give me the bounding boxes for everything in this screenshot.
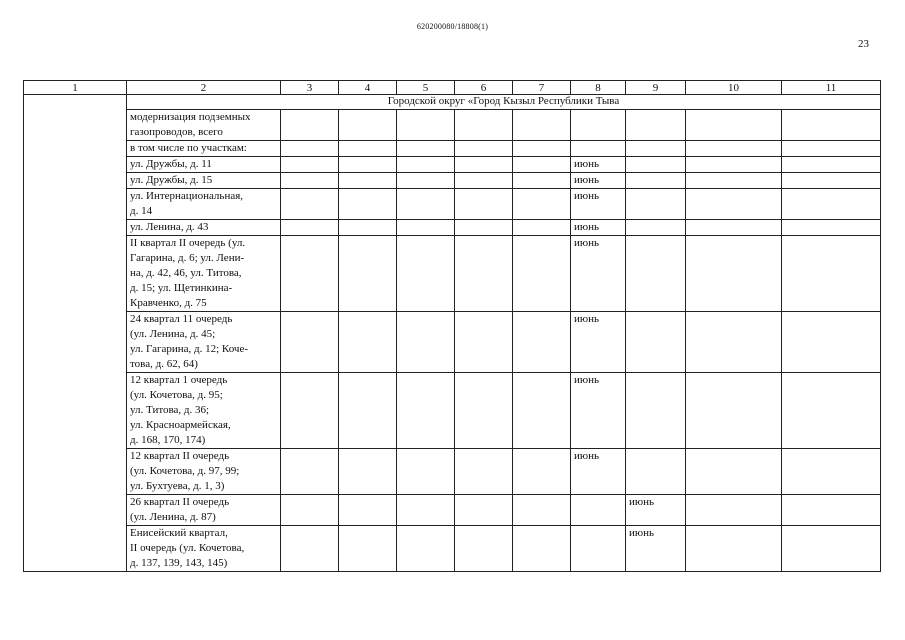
empty-cell <box>455 189 513 220</box>
empty-cell <box>513 495 571 526</box>
empty-cell <box>281 141 339 157</box>
empty-cell <box>782 141 881 157</box>
empty-cell <box>281 157 339 173</box>
table-row <box>24 526 881 572</box>
empty-cell <box>513 526 571 572</box>
empty-cell <box>339 173 397 189</box>
column-header: 9 <box>626 81 686 95</box>
section-description <box>127 157 281 173</box>
col9-value <box>626 173 686 189</box>
description-line: ул. Дружбы, д. 11 <box>130 158 212 170</box>
empty-cell <box>782 449 881 495</box>
empty-cell <box>281 236 339 312</box>
description-line: д. 137, 139, 143, 145) <box>130 557 228 569</box>
column-1-cell <box>24 95 127 572</box>
empty-cell <box>397 449 455 495</box>
empty-cell <box>513 312 571 373</box>
empty-cell <box>339 526 397 572</box>
empty-cell <box>455 373 513 449</box>
empty-cell <box>397 141 455 157</box>
empty-cell <box>455 526 513 572</box>
description-line: ул. Титова, д. 36; <box>130 404 210 416</box>
empty-cell <box>686 449 782 495</box>
description-line: модернизация подземных <box>130 111 251 123</box>
table-row <box>24 449 881 495</box>
empty-cell <box>339 157 397 173</box>
empty-cell <box>782 526 881 572</box>
col9-value <box>626 312 686 373</box>
table-row <box>24 110 881 141</box>
description-line: газопроводов, всего <box>130 126 223 138</box>
col8-value: июнь <box>571 312 626 373</box>
col9-value <box>626 373 686 449</box>
description-line: д. 168, 170, 174) <box>130 434 206 446</box>
col8-value: июнь <box>571 173 626 189</box>
empty-cell <box>397 236 455 312</box>
region-row <box>24 95 881 110</box>
document-id: 620200080/18808(1) <box>416 22 489 31</box>
description-line: 24 квартал 11 очередь <box>130 313 233 325</box>
column-header: 7 <box>513 81 571 95</box>
description-line: (ул. Кочетова, д. 97, 99; <box>130 465 240 477</box>
section-description <box>127 495 281 526</box>
empty-cell <box>455 312 513 373</box>
empty-cell <box>397 189 455 220</box>
description-line: д. 15; ул. Щетинкина- <box>130 282 233 294</box>
empty-cell <box>782 312 881 373</box>
col9-value: июнь <box>626 526 686 572</box>
empty-cell <box>513 189 571 220</box>
header-row <box>24 81 881 95</box>
empty-cell <box>686 236 782 312</box>
empty-cell <box>339 189 397 220</box>
empty-cell <box>339 110 397 141</box>
col9-value <box>626 220 686 236</box>
empty-cell <box>686 173 782 189</box>
section-description <box>127 236 281 312</box>
section-description <box>127 189 281 220</box>
description-line: ул. Гагарина, д. 12; Коче- <box>130 343 249 355</box>
section-description <box>127 312 281 373</box>
empty-cell <box>782 373 881 449</box>
empty-cell <box>339 220 397 236</box>
col8-value <box>571 110 626 141</box>
col8-value <box>571 141 626 157</box>
col9-value: июнь <box>626 495 686 526</box>
table-row <box>24 173 881 189</box>
table-row <box>24 373 881 449</box>
table-row <box>24 312 881 373</box>
column-header: 8 <box>571 81 626 95</box>
section-description <box>127 141 281 157</box>
col8-value <box>571 495 626 526</box>
empty-cell <box>513 449 571 495</box>
empty-cell <box>782 110 881 141</box>
section-description <box>127 220 281 236</box>
description-line: 12 квартал II очередь <box>130 450 230 462</box>
empty-cell <box>397 312 455 373</box>
empty-cell <box>397 110 455 141</box>
col8-value <box>571 526 626 572</box>
empty-cell <box>513 220 571 236</box>
column-header: 2 <box>127 81 281 95</box>
schedule-table <box>23 80 881 572</box>
empty-cell <box>339 495 397 526</box>
empty-cell <box>782 220 881 236</box>
col8-value: июнь <box>571 157 626 173</box>
description-line: ул. Красноармейская, <box>130 419 231 431</box>
page-number: 23 <box>858 38 869 50</box>
column-header: 11 <box>782 81 881 95</box>
empty-cell <box>281 220 339 236</box>
empty-cell <box>397 220 455 236</box>
description-line: (ул. Ленина, д. 45; <box>130 328 216 340</box>
empty-cell <box>339 141 397 157</box>
col8-value: июнь <box>571 373 626 449</box>
empty-cell <box>455 110 513 141</box>
column-header: 1 <box>24 81 127 95</box>
description-line: ул. Интернациональная, <box>130 190 244 202</box>
col9-value <box>626 236 686 312</box>
column-header: 4 <box>339 81 397 95</box>
empty-cell <box>686 312 782 373</box>
empty-cell <box>397 157 455 173</box>
empty-cell <box>782 173 881 189</box>
empty-cell <box>455 157 513 173</box>
description-line: това, д. 62, 64) <box>130 358 198 370</box>
empty-cell <box>686 373 782 449</box>
col8-value: июнь <box>571 220 626 236</box>
description-line: Гагарина, д. 6; ул. Лени- <box>130 252 245 264</box>
description-line: 26 квартал II очередь <box>130 496 230 508</box>
empty-cell <box>339 373 397 449</box>
description-line: (ул. Кочетова, д. 95; <box>130 389 223 401</box>
empty-cell <box>455 220 513 236</box>
empty-cell <box>686 220 782 236</box>
description-line: ул. Ленина, д. 43 <box>130 221 209 233</box>
col9-value <box>626 449 686 495</box>
empty-cell <box>686 189 782 220</box>
table-row <box>24 157 881 173</box>
table-row <box>24 189 881 220</box>
empty-cell <box>339 312 397 373</box>
empty-cell <box>782 236 881 312</box>
empty-cell <box>339 236 397 312</box>
description-line: ул. Дружбы, д. 15 <box>130 174 213 186</box>
empty-cell <box>513 236 571 312</box>
empty-cell <box>782 495 881 526</box>
empty-cell <box>513 141 571 157</box>
description-line: в том числе по участкам: <box>130 142 247 154</box>
description-line: Енисейский квартал, <box>130 527 228 539</box>
empty-cell <box>397 373 455 449</box>
description-line: ул. Бухтуева, д. 1, 3) <box>130 480 225 492</box>
section-description <box>127 173 281 189</box>
table-row <box>24 236 881 312</box>
empty-cell <box>686 141 782 157</box>
column-header: 5 <box>397 81 455 95</box>
description-line: 12 квартал 1 очередь <box>130 374 228 386</box>
region-title: Городской округ «Город Кызыл Республики Тыва <box>127 95 881 110</box>
empty-cell <box>397 526 455 572</box>
empty-cell <box>513 173 571 189</box>
empty-cell <box>455 141 513 157</box>
empty-cell <box>281 110 339 141</box>
column-header: 3 <box>281 81 339 95</box>
empty-cell <box>397 173 455 189</box>
empty-cell <box>686 157 782 173</box>
col9-value <box>626 157 686 173</box>
empty-cell <box>513 373 571 449</box>
table-row <box>24 220 881 236</box>
empty-cell <box>281 495 339 526</box>
column-header: 10 <box>686 81 782 95</box>
section-description <box>127 526 281 572</box>
empty-cell <box>339 449 397 495</box>
empty-cell <box>782 157 881 173</box>
col9-value <box>626 189 686 220</box>
empty-cell <box>686 110 782 141</box>
description-line: на, д. 42, 46, ул. Титова, <box>130 267 242 279</box>
description-line: II очередь (ул. Кочетова, <box>130 542 245 554</box>
empty-cell <box>397 495 455 526</box>
empty-cell <box>455 173 513 189</box>
empty-cell <box>686 526 782 572</box>
empty-cell <box>782 189 881 220</box>
empty-cell <box>281 526 339 572</box>
empty-cell <box>281 449 339 495</box>
empty-cell <box>455 236 513 312</box>
empty-cell <box>513 157 571 173</box>
empty-cell <box>513 110 571 141</box>
description-line: д. 14 <box>130 205 153 217</box>
section-description <box>127 110 281 141</box>
table-row <box>24 495 881 526</box>
col8-value: июнь <box>571 189 626 220</box>
section-description <box>127 449 281 495</box>
description-line: II квартал II очередь (ул. <box>130 237 246 249</box>
column-header: 6 <box>455 81 513 95</box>
empty-cell <box>686 495 782 526</box>
table-row <box>24 141 881 157</box>
empty-cell <box>281 173 339 189</box>
empty-cell <box>455 495 513 526</box>
empty-cell <box>281 373 339 449</box>
col9-value <box>626 141 686 157</box>
empty-cell <box>455 449 513 495</box>
description-line: Кравченко, д. 75 <box>130 297 207 309</box>
description-line: (ул. Ленина, д. 87) <box>130 511 216 523</box>
col9-value <box>626 110 686 141</box>
section-description <box>127 373 281 449</box>
col8-value: июнь <box>571 449 626 495</box>
empty-cell <box>281 312 339 373</box>
empty-cell <box>281 189 339 220</box>
col8-value: июнь <box>571 236 626 312</box>
